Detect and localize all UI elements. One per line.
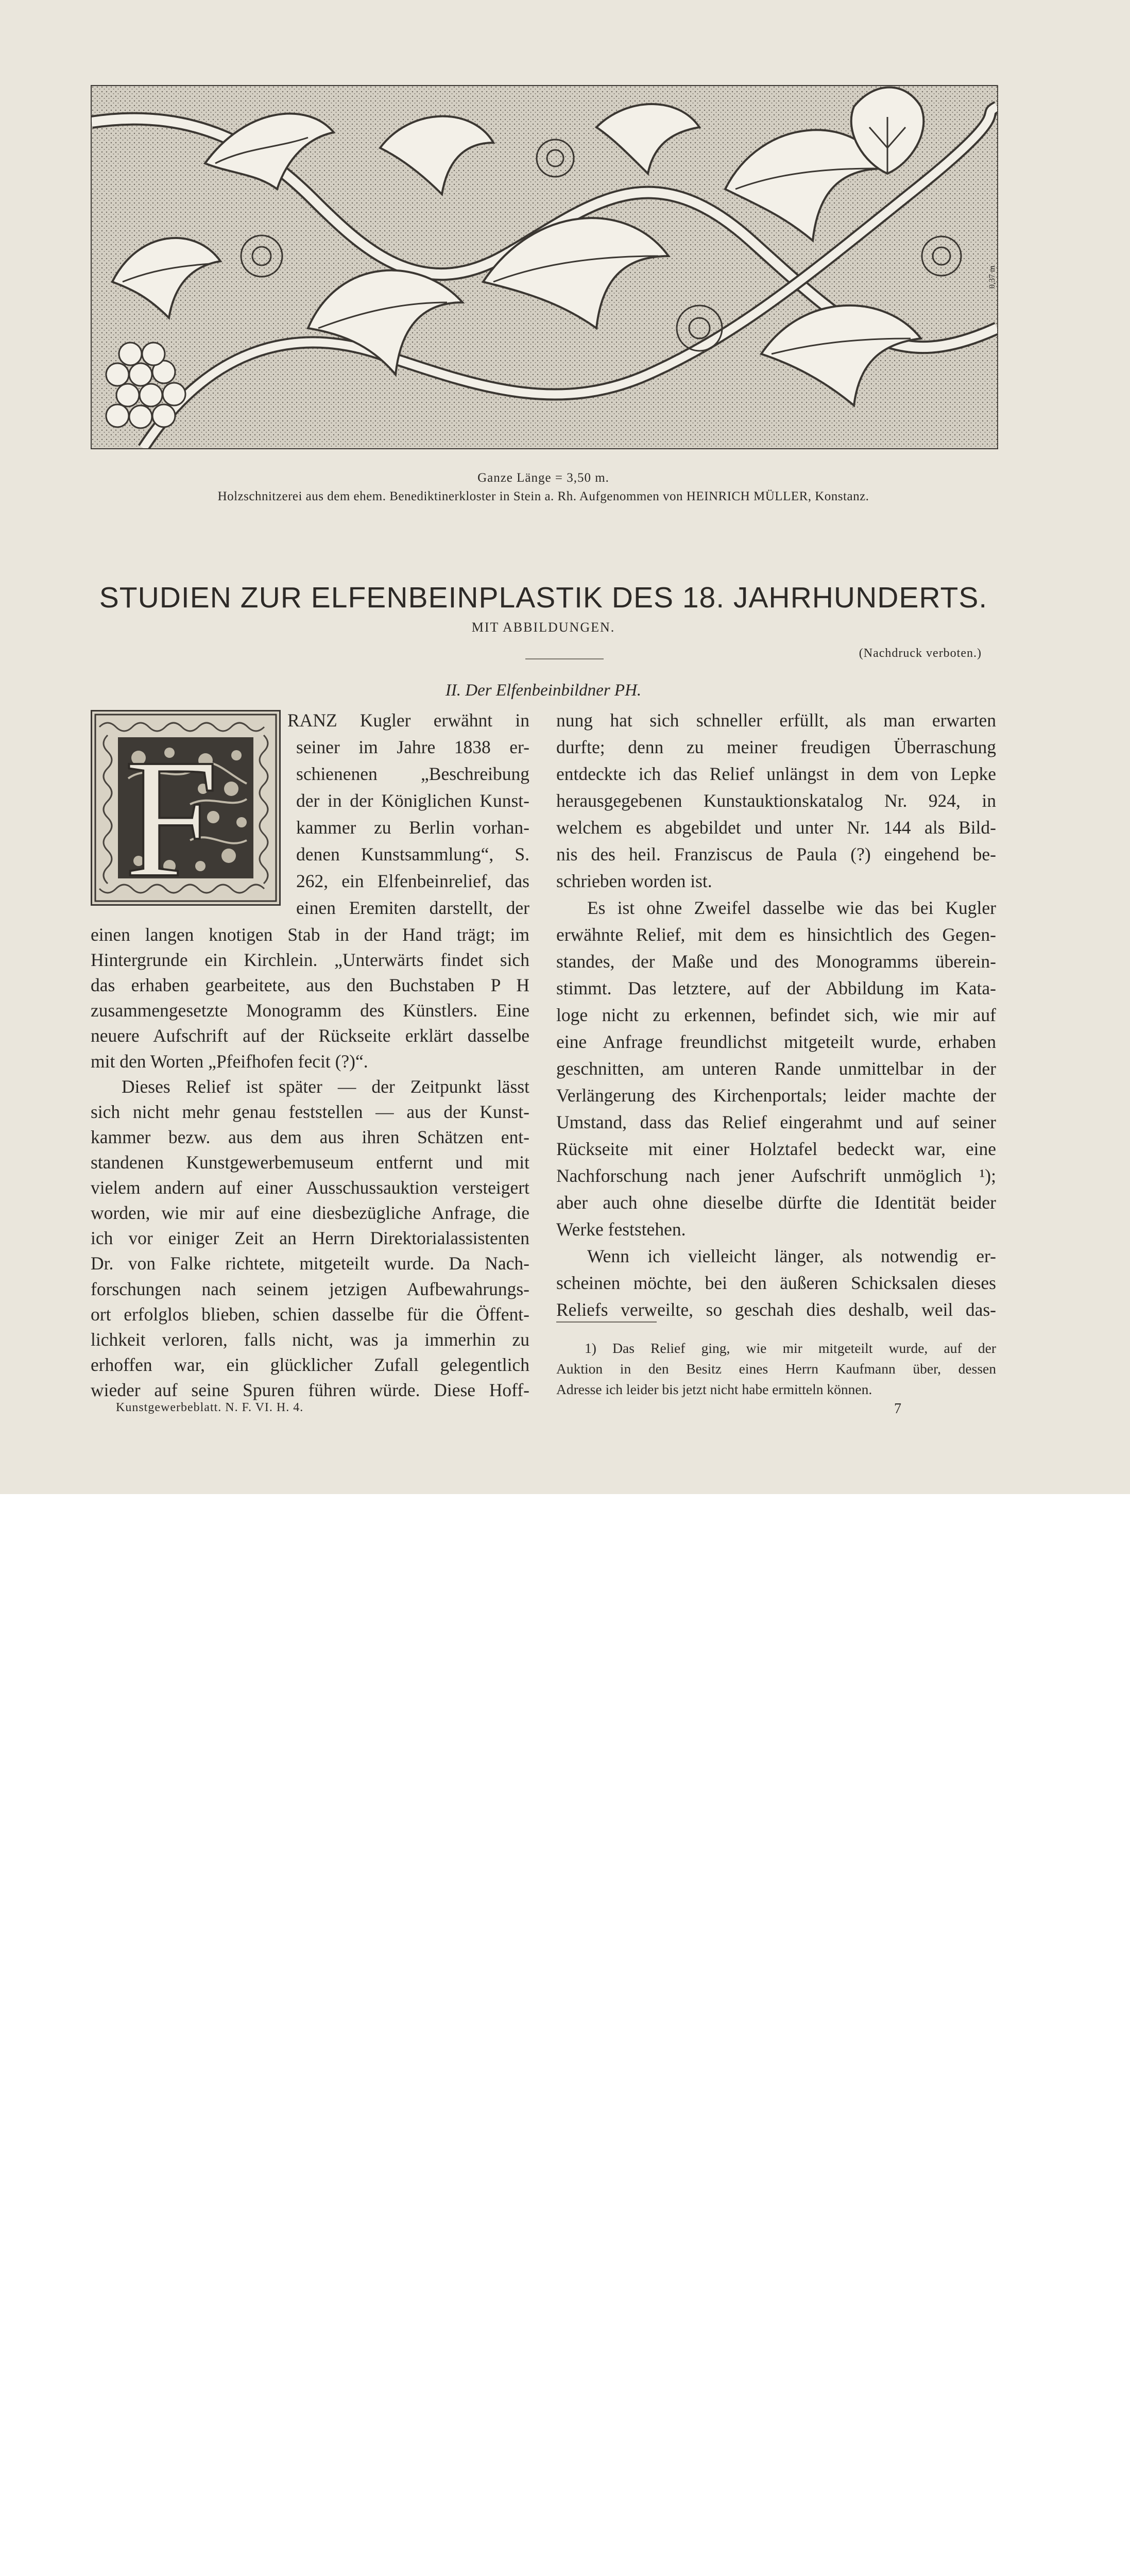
text-line: durfte; denn zu meiner freudigen Überraschung bbox=[556, 737, 996, 757]
ornament-drawing bbox=[92, 86, 997, 448]
text-line: kammer zu Berlin vorhan- bbox=[296, 817, 529, 838]
dimension-label: 0,37 m bbox=[988, 265, 997, 289]
text-line: loge nicht zu erkennen, befindet sich, wie mir auf bbox=[556, 1005, 996, 1025]
text-line: herausgegebenen Kunstauktionskatalog Nr. 924, in bbox=[556, 790, 996, 811]
text-line: welchem es abgebildet und unter Nr. 144 als Bild- bbox=[556, 817, 996, 838]
text-line: zusammengesetzte Monogramm des Künstlers. Eine bbox=[91, 1000, 529, 1021]
text-line: Umstand, dass das Relief eingerahmt und auf seiner bbox=[556, 1112, 996, 1132]
article-subtitle: MIT ABBILDUNGEN. bbox=[471, 620, 615, 635]
page-number: 7 bbox=[894, 1401, 901, 1417]
text-line: forschungen nach seinem jetzigen Aufbewahrungs- bbox=[91, 1278, 529, 1299]
text-line: eine Anfrage freundlichst mitgeteilt wurde, erhaben bbox=[556, 1031, 996, 1052]
text-line: erhoffen war, ein glücklicher Zufall gelegentlich bbox=[91, 1354, 529, 1375]
text-line: der in der Königlichen Kunst- bbox=[296, 790, 529, 811]
text-line: standes, der Maße und des Monogramms überein- bbox=[556, 951, 996, 972]
text-line: 262, ein Elfenbeinrelief, das bbox=[296, 871, 529, 891]
footnote-line: Adresse ich leider bis jetzt nicht habe ermitteln können. bbox=[556, 1381, 872, 1397]
text-line: standenen Kunstgewerbemuseum entfernt und mit bbox=[91, 1152, 529, 1173]
text-line: das erhaben gearbeitete, aus den Buchstaben P H bbox=[91, 975, 529, 996]
initial-letter: F bbox=[124, 724, 219, 904]
article-title: STUDIEN ZUR ELFENBEINPLASTIK DES 18. JAHRHUNDERTS. bbox=[99, 581, 988, 614]
copyright-notice: (Nachdruck verboten.) bbox=[859, 647, 982, 660]
text-line: kammer bezw. aus dem aus ihren Schätzen ent- bbox=[91, 1126, 529, 1147]
text-line: Werke feststehen. bbox=[556, 1219, 686, 1240]
text-line: erwähnte Relief, mit dem es hinsichtlich des Gegen- bbox=[556, 924, 996, 945]
text-line: mit den Worten „Pfeifhofen fecit (?)“. bbox=[91, 1050, 368, 1072]
dimension-line bbox=[997, 85, 998, 447]
text-line: neuere Aufschrift auf der Rückseite erklärt dasselbe bbox=[91, 1025, 529, 1046]
text-line: ich vor einiger Zeit an Herrn Direktorialassistenten bbox=[91, 1228, 529, 1249]
figure-caption-source: Holzschnitzerei aus dem ehem. Benediktinerkloster in Stein a. Rh. Aufgenommen von HEINRICH MÜLLER, Konstanz. bbox=[217, 489, 869, 503]
footnote-line: Auktion in den Besitz eines Herrn Kaufmann über, dessen bbox=[556, 1361, 996, 1377]
text-line: nis des heil. Franziscus de Paula (?) eingehend be- bbox=[556, 844, 996, 865]
text-line: Verlängerung des Kirchenportals; leider machte der bbox=[556, 1085, 996, 1106]
text-line: entdeckte ich das Relief unlängst in dem von Lepke bbox=[556, 764, 996, 784]
text-line: vielem andern auf einer Ausschussauktion versteigert bbox=[91, 1177, 529, 1198]
text-line: schienenen „Beschreibung bbox=[296, 764, 529, 784]
text-line: worden, wie mir auf eine diesbezügliche Anfrage, die bbox=[91, 1202, 529, 1224]
text-line: nung hat sich schneller erfüllt, als man erwarten bbox=[556, 710, 996, 731]
text-line: lichkeit verloren, falls nicht, was ja immerhin zu bbox=[91, 1329, 529, 1350]
text-line: Dr. von Falke richtete, mitgeteilt wurde. Da Nach- bbox=[91, 1253, 529, 1274]
library-bar bbox=[0, 1494, 1130, 1580]
text-line: Es ist ohne Zweifel dasselbe wie das bei Kugler bbox=[587, 897, 996, 918]
text-line: geschnitten, am unteren Rande unmittelbar in der bbox=[556, 1058, 996, 1079]
footnote-divider bbox=[556, 1321, 657, 1323]
section-heading: II. Der Elfenbeinbildner PH. bbox=[445, 681, 642, 700]
text-line: seiner im Jahre 1838 er- bbox=[296, 737, 529, 757]
text-line: denen Kunstsammlung“, S. bbox=[296, 844, 529, 865]
text-line: einen Eremiten darstellt, der bbox=[296, 897, 529, 918]
text-line: einen langen knotigen Stab in der Hand trägt; im bbox=[91, 924, 529, 945]
text-line: stimmt. Das letztere, auf der Abbildung im Kata- bbox=[556, 978, 996, 998]
text-line: Wenn ich vielleicht länger, als notwendig er- bbox=[587, 1246, 996, 1266]
text-line: Hintergrunde ein Kirchlein. „Unterwärts findet sich bbox=[91, 950, 529, 971]
footnote-line: 1) Das Relief ging, wie mir mitgeteilt wurde, auf der bbox=[585, 1340, 996, 1356]
text-line: sich nicht mehr genau feststellen — aus der Kunst- bbox=[91, 1101, 529, 1122]
text-line: RANZ Kugler erwähnt in bbox=[287, 710, 529, 731]
text-line: Nachforschung nach jener Aufschrift unmöglich ¹); bbox=[556, 1165, 996, 1186]
text-line: Reliefs verweilte, so geschah dies deshalb, weil das- bbox=[556, 1299, 996, 1320]
journal-footer: Kunstgewerbeblatt. N. F. VI. H. 4. bbox=[116, 1401, 304, 1414]
text-line: Rückseite mit einer Holztafel bedeckt war, eine bbox=[556, 1139, 996, 1159]
text-line: scheinen möchte, bei den äußeren Schicksalen dieses bbox=[556, 1273, 996, 1293]
text-line: ort erfolglos blieben, schien dasselbe für die Öffent- bbox=[91, 1303, 529, 1325]
text-line: schrieben worden ist. bbox=[556, 871, 712, 891]
text-line: Dieses Relief ist später — der Zeitpunkt lässt bbox=[122, 1076, 529, 1097]
decorated-initial bbox=[91, 710, 281, 906]
figure-caption-length: Ganze Länge = 3,50 m. bbox=[477, 471, 609, 485]
initial-ornament bbox=[92, 711, 279, 904]
text-line: aber auch ohne dieselbe dürfte die Identität beider bbox=[556, 1192, 996, 1213]
title-divider bbox=[525, 658, 604, 659]
text-line: wieder auf seine Spuren führen würde. Diese Hoff- bbox=[91, 1380, 529, 1400]
woodcarving-illustration bbox=[91, 85, 998, 449]
